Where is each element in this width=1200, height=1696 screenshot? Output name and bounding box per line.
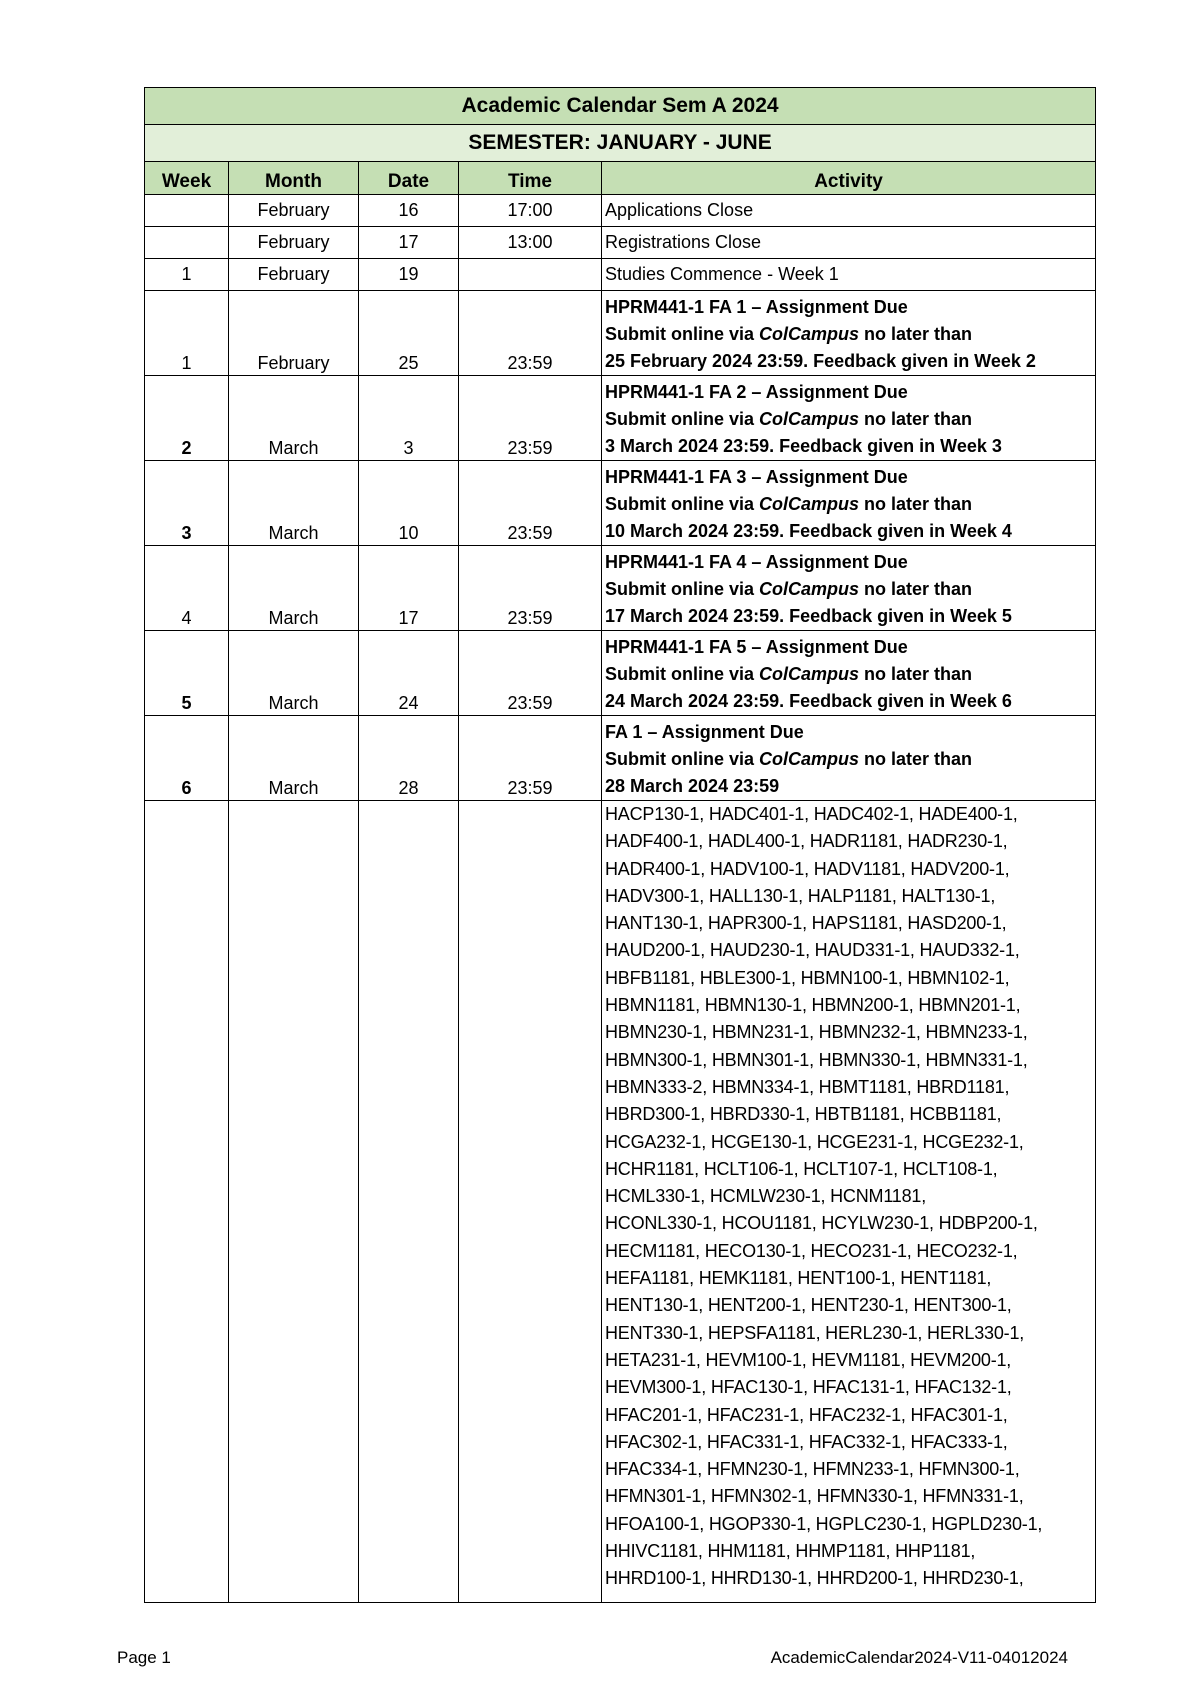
date-cell: 10 xyxy=(359,461,459,546)
header-activity: Activity xyxy=(602,162,1096,195)
course-code-line: HCGA232-1, HCGE130-1, HCGE231-1, HCGE232-1, xyxy=(605,1131,1024,1152)
table-row xyxy=(145,631,1096,716)
course-code-line: HFAC201-1, HFAC231-1, HFAC232-1, HFAC301-1, xyxy=(605,1404,1008,1425)
course-code-line: HHIVC1181, HHM1181, HHMP1181, HHP1181, xyxy=(605,1541,976,1562)
table-row xyxy=(145,376,1096,461)
time-cell: 13:00 xyxy=(459,227,602,259)
time-cell: 23:59 xyxy=(459,291,602,376)
deadline-text: 28 March 2024 23:59 xyxy=(605,776,780,796)
header-time: Time xyxy=(459,162,602,195)
platform-name: ColCampus xyxy=(759,494,860,514)
month-cell xyxy=(229,801,359,1603)
course-code-line: HECM1181, HECO130-1, HECO231-1, HECO232-1, xyxy=(605,1240,1018,1261)
date-cell: 24 xyxy=(359,631,459,716)
header-row xyxy=(145,162,1096,195)
activity-cell: Applications Close xyxy=(602,195,1096,227)
date-cell: 3 xyxy=(359,376,459,461)
course-code-line: HFAC334-1, HFMN230-1, HFMN233-1, HFMN300-1, xyxy=(605,1459,1020,1480)
month-cell: March xyxy=(229,376,359,461)
table-row xyxy=(145,801,1096,1603)
submit-instruction xyxy=(605,746,1092,773)
activity-cell: Registrations Close xyxy=(602,227,1096,259)
table-row xyxy=(145,195,1096,227)
submit-prefix: Submit online via xyxy=(605,494,760,514)
course-code-line: HBRD300-1, HBRD330-1, HBTB1181, HCBB1181, xyxy=(605,1104,1002,1125)
course-code-line: HBMN1181, HBMN130-1, HBMN200-1, HBMN201-1, xyxy=(605,995,1021,1016)
deadline-text: 17 March 2024 23:59. Feedback given in Week 5 xyxy=(605,606,1012,626)
week-cell: 4 xyxy=(145,546,229,631)
submit-suffix: no later than xyxy=(859,409,973,429)
course-code-line: HBMN333-2, HBMN334-1, HBMT1181, HBRD1181, xyxy=(605,1076,1010,1097)
date-cell: 28 xyxy=(359,716,459,801)
table-row xyxy=(145,227,1096,259)
month-cell: February xyxy=(229,227,359,259)
week-cell: 3 xyxy=(145,461,229,546)
assignment-title: HPRM441-1 FA 5 – Assignment Due xyxy=(605,637,908,657)
date-cell xyxy=(359,801,459,1603)
course-code-line: HACP130-1, HADC401-1, HADC402-1, HADE400-1, xyxy=(605,804,1018,824)
table-row xyxy=(145,546,1096,631)
semester-subtitle: SEMESTER: JANUARY - JUNE xyxy=(145,125,1096,162)
month-cell: March xyxy=(229,631,359,716)
table-row xyxy=(145,291,1096,376)
month-cell: March xyxy=(229,716,359,801)
deadline-text: 24 March 2024 23:59. Feedback given in Week 6 xyxy=(605,691,1012,711)
date-cell: 17 xyxy=(359,227,459,259)
activity-cell xyxy=(602,376,1096,461)
activity-cell xyxy=(602,291,1096,376)
submit-suffix: no later than xyxy=(859,324,973,344)
deadline-text: 25 February 2024 23:59. Feedback given in Week 2 xyxy=(605,351,1036,371)
month-cell: February xyxy=(229,259,359,291)
platform-name: ColCampus xyxy=(759,664,860,684)
month-cell: March xyxy=(229,461,359,546)
week-cell: 6 xyxy=(145,716,229,801)
assignment-title: FA 1 – Assignment Due xyxy=(605,722,804,742)
course-code-line: HBFB1181, HBLE300-1, HBMN100-1, HBMN102-1, xyxy=(605,967,1010,988)
assignment-title: HPRM441-1 FA 3 – Assignment Due xyxy=(605,467,908,487)
course-code-line: HCHR1181, HCLT106-1, HCLT107-1, HCLT108-1, xyxy=(605,1158,998,1179)
submit-instruction xyxy=(605,406,1092,433)
table-row xyxy=(145,259,1096,291)
time-cell: 23:59 xyxy=(459,461,602,546)
course-code-line: HADR400-1, HADV100-1, HADV1181, HADV200-1, xyxy=(605,858,1010,879)
course-code-line: HCONL330-1, HCOU1181, HCYLW230-1, HDBP200-1, xyxy=(605,1213,1038,1234)
activity-cell xyxy=(602,461,1096,546)
submit-instruction xyxy=(605,321,1092,348)
course-code-line: HHRD100-1, HHRD130-1, HHRD200-1, HHRD230-1, xyxy=(605,1568,1024,1589)
time-cell: 23:59 xyxy=(459,716,602,801)
course-code-line: HADV300-1, HALL130-1, HALP1181, HALT130-1, xyxy=(605,885,996,906)
platform-name: ColCampus xyxy=(759,579,860,599)
week-cell: 1 xyxy=(145,259,229,291)
time-cell: 23:59 xyxy=(459,546,602,631)
date-cell: 17 xyxy=(359,546,459,631)
activity-cell xyxy=(602,716,1096,801)
table-row xyxy=(145,461,1096,546)
course-code-line: HADF400-1, HADL400-1, HADR1181, HADR230-1, xyxy=(605,831,1008,852)
time-cell: 17:00 xyxy=(459,195,602,227)
week-cell xyxy=(145,227,229,259)
submit-prefix: Submit online via xyxy=(605,664,760,684)
course-code-line: HANT130-1, HAPR300-1, HAPS1181, HASD200-1, xyxy=(605,913,1007,934)
activity-cell: Studies Commence - Week 1 xyxy=(602,259,1096,291)
month-cell: February xyxy=(229,291,359,376)
submit-instruction xyxy=(605,661,1092,688)
date-cell: 16 xyxy=(359,195,459,227)
deadline-text: 3 March 2024 23:59. Feedback given in Week 3 xyxy=(605,436,1002,456)
course-codes-cell xyxy=(602,801,1096,1603)
header-week: Week xyxy=(145,162,229,195)
course-code-line: HCML330-1, HCMLW230-1, HCNM1181, xyxy=(605,1186,927,1207)
platform-name: ColCampus xyxy=(759,749,860,769)
activity-cell xyxy=(602,631,1096,716)
activity-cell xyxy=(602,546,1096,631)
header-month: Month xyxy=(229,162,359,195)
platform-name: ColCampus xyxy=(759,324,860,344)
course-code-line: HEVM300-1, HFAC130-1, HFAC131-1, HFAC132-1, xyxy=(605,1377,1012,1398)
week-cell: 2 xyxy=(145,376,229,461)
document-id: AcademicCalendar2024-V11-04012024 xyxy=(770,1648,1068,1667)
course-code-line: HFAC302-1, HFAC331-1, HFAC332-1, HFAC333-1, xyxy=(605,1431,1008,1452)
submit-prefix: Submit online via xyxy=(605,409,760,429)
course-code-line: HBMN300-1, HBMN301-1, HBMN330-1, HBMN331-1, xyxy=(605,1049,1028,1070)
week-cell xyxy=(145,195,229,227)
course-code-line: HBMN230-1, HBMN231-1, HBMN232-1, HBMN233-1, xyxy=(605,1022,1028,1043)
time-cell xyxy=(459,259,602,291)
submit-suffix: no later than xyxy=(859,664,973,684)
calendar-title: Academic Calendar Sem A 2024 xyxy=(145,88,1096,125)
submit-suffix: no later than xyxy=(859,494,973,514)
time-cell xyxy=(459,801,602,1603)
month-cell: February xyxy=(229,195,359,227)
assignment-title: HPRM441-1 FA 4 – Assignment Due xyxy=(605,552,908,572)
page-number: Page 1 xyxy=(117,1648,171,1667)
deadline-text: 10 March 2024 23:59. Feedback given in Week 4 xyxy=(605,521,1012,541)
table-row xyxy=(145,716,1096,801)
submit-prefix: Submit online via xyxy=(605,579,760,599)
submit-suffix: no later than xyxy=(859,579,973,599)
submit-suffix: no later than xyxy=(859,749,973,769)
course-code-line: HENT330-1, HEPSFA1181, HERL230-1, HERL330-1, xyxy=(605,1322,1025,1343)
time-cell: 23:59 xyxy=(459,376,602,461)
submit-instruction xyxy=(605,576,1092,603)
date-cell: 19 xyxy=(359,259,459,291)
academic-calendar-table xyxy=(144,87,1096,1603)
submit-instruction xyxy=(605,491,1092,518)
course-code-line: HEFA1181, HEMK1181, HENT100-1, HENT1181, xyxy=(605,1268,992,1289)
course-code-line: HFMN301-1, HFMN302-1, HFMN330-1, HFMN331-1, xyxy=(605,1486,1024,1507)
week-cell: 1 xyxy=(145,291,229,376)
assignment-title: HPRM441-1 FA 1 – Assignment Due xyxy=(605,297,908,317)
submit-prefix: Submit online via xyxy=(605,324,760,344)
date-cell: 25 xyxy=(359,291,459,376)
course-code-line: HENT130-1, HENT200-1, HENT230-1, HENT300-1, xyxy=(605,1295,1012,1316)
course-code-line: HFOA100-1, HGOP330-1, HGPLC230-1, HGPLD230-1, xyxy=(605,1513,1043,1534)
course-code-line: HAUD200-1, HAUD230-1, HAUD331-1, HAUD332-1, xyxy=(605,940,1020,961)
week-cell: 5 xyxy=(145,631,229,716)
assignment-title: HPRM441-1 FA 2 – Assignment Due xyxy=(605,382,908,402)
header-date: Date xyxy=(359,162,459,195)
platform-name: ColCampus xyxy=(759,409,860,429)
week-cell xyxy=(145,801,229,1603)
course-code-line: HETA231-1, HEVM100-1, HEVM1181, HEVM200-1, xyxy=(605,1349,1012,1370)
month-cell: March xyxy=(229,546,359,631)
time-cell: 23:59 xyxy=(459,631,602,716)
submit-prefix: Submit online via xyxy=(605,749,760,769)
